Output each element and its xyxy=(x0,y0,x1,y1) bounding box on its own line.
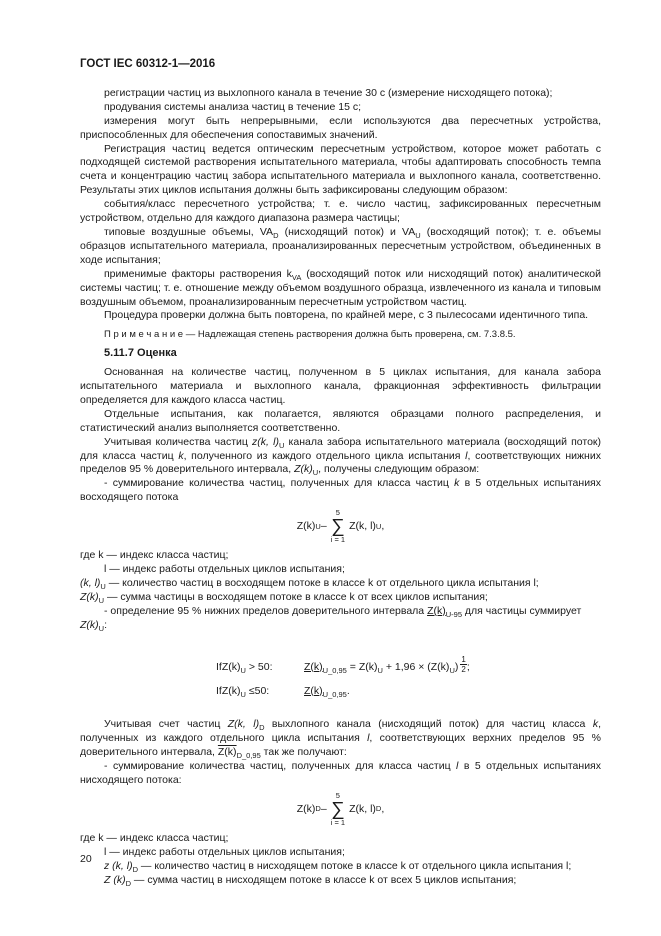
definition: (k, $l)_U$ — количество частиц в восходящем потоке в классе k от отдельного цикла испытания l; xyxy=(80,577,539,592)
paragraph: измерения могут быть непрерывными, если используются два пересчетных устройства, приспособленных для обеспечения сопоставимых значений. xyxy=(80,114,601,141)
section-heading: 5.11.7 Оценка xyxy=(104,347,177,360)
formula-sum-upstream: Z(k) U – 5 ∑ i = 1 Z(k, l) U , xyxy=(296,508,385,545)
condition-le-50: $IfZ(k)_U \le 50$: $Z(k)_{U\_0,95}$. xyxy=(216,684,350,699)
paragraph: - суммирование количества частиц, полученных для класса частиц k в 5 отдельных испытаниях восходящего потока xyxy=(80,477,601,504)
sigma-symbol: 5 ∑ i = 1 xyxy=(330,790,346,827)
paragraph: Учитывая количества частиц z(k, $l)_U$ канала забора испытательного материала (восходящий поток) для класса частиц k, полученного из каждого отдельного цикла испытания l, соответствующих нижних пределов 95 % доверительного интервала, $Z(k)_U$, получены следующим образом: xyxy=(80,435,601,478)
paragraph: - определение 95 % нижних пределов доверительного интервала $Z(k)_{U-95}$ для частицы суммирует xyxy=(104,604,582,619)
paragraph: регистрации частиц из выхлопного канала в течение 30 с (измерение нисходящего потока); xyxy=(104,86,553,99)
note: П р и м е ч а н и е — Надлежащая степень растворения должна быть проверена, см. 7.3.8.5. xyxy=(104,329,516,341)
paragraph: Основанная на количестве частиц, полученном в 5 циклах испытания, для канала забора испытательного материала и выхлопного канала, фракционная эффективность фильтрации определяется для каждого класса частиц. xyxy=(80,366,601,406)
paragraph: события/класс пересчетного устройства; т. е. число частиц, зафиксированных пересчетным устройством, отдельно для каждого диапазона размера частицы; xyxy=(80,198,601,225)
paragraph: Учитывая счет частиц Z(k, $l)_D$ выхлопного канала (нисходящий поток) для частиц класса k, полученных из каждого отдельного цикла испытания l, соответствующих верхних пределов 95 % доверительного интервала, $Z(k)_{D\_0,95}$ так же получают: xyxy=(80,718,601,761)
exponent-fraction: $\frac{1}{2}$ xyxy=(461,654,466,674)
definition: где k — индекс класса частиц; xyxy=(80,831,229,844)
paragraph: продувания системы анализа частиц в течение 15 с; xyxy=(104,100,362,113)
sigma-symbol: 5 ∑ i = 1 xyxy=(330,508,346,545)
definition: где k — индекс класса частиц; xyxy=(80,549,229,562)
paragraph: типовые воздушные объемы, $VA_D$ (нисходящий поток) и $VA_U$ (восходящий поток); т. е. объемы образцов испытательного материала, проанализированных пересчетным устройством, объединенных в ходе испытания; xyxy=(80,225,602,266)
definition: l — индекс работы отдельных циклов испытания; xyxy=(104,845,345,858)
formula-sum-downstream: Z(k) D – 5 ∑ i = 1 Z(k, l) D , xyxy=(296,790,385,827)
definition: z (k, $l)_D$ — количество частиц в нисходящем потоке в классе k от отдельного цикла испытания l; xyxy=(104,859,572,874)
condition-gt-50: $IfZ(k)_U > 50$: $Z(k)_{U\_0,95} = Z(k)_U + 1,96 \times (Z(k)_U)$ $\frac{1}{2}$ ; xyxy=(216,654,470,675)
paragraph: применимые факторы растворения $k_{VA}$ (восходящий поток или нисходящий поток) аналитической системы частиц; т. е. отношение между объемом воздушного образца, извлеченного из канала и типовым воздушным объемом, проанализированным пересчетным устройством частиц. xyxy=(80,267,601,308)
page-number: 20 xyxy=(80,853,92,865)
paragraph: Регистрация частиц ведется оптическим пересчетным устройством, которое может работать с подходящей системой растворения испытательного материала, чтобы адаптировать способность темпа счета и концентрацию частиц забора испытательного материала и выхлопного канала, соответственно. Результаты этих циклов испытания должны быть зафиксированы следующим образом: xyxy=(80,142,601,197)
paragraph: - суммирование количества частиц, полученных для класса частиц l в 5 отдельных испытаниях нисходящего потока: xyxy=(80,760,601,787)
paragraph: $Z(k)_U$: xyxy=(80,618,108,633)
paragraph: Отдельные испытания, как полагается, являются образцами полного распределения, и статистический анализ выполняется соответственно. xyxy=(80,407,601,434)
definition: $Z(k)_U$ — сумма частицы в восходящем потоке в классе k от всех циклов испытания; xyxy=(80,590,488,605)
paragraph: Процедура проверки должна быть повторена, по крайней мере, с 3 пылесосами идентичного типа. xyxy=(104,309,589,322)
definition: l — индекс работы отдельных циклов испытания; xyxy=(104,563,345,576)
definition: Z $(k)_D$ — сумма частиц в нисходящем потоке в классе k от всех 5 циклов испытания; xyxy=(104,873,517,888)
document-header: ГОСТ IEC 60312-1—2016 xyxy=(80,58,216,70)
